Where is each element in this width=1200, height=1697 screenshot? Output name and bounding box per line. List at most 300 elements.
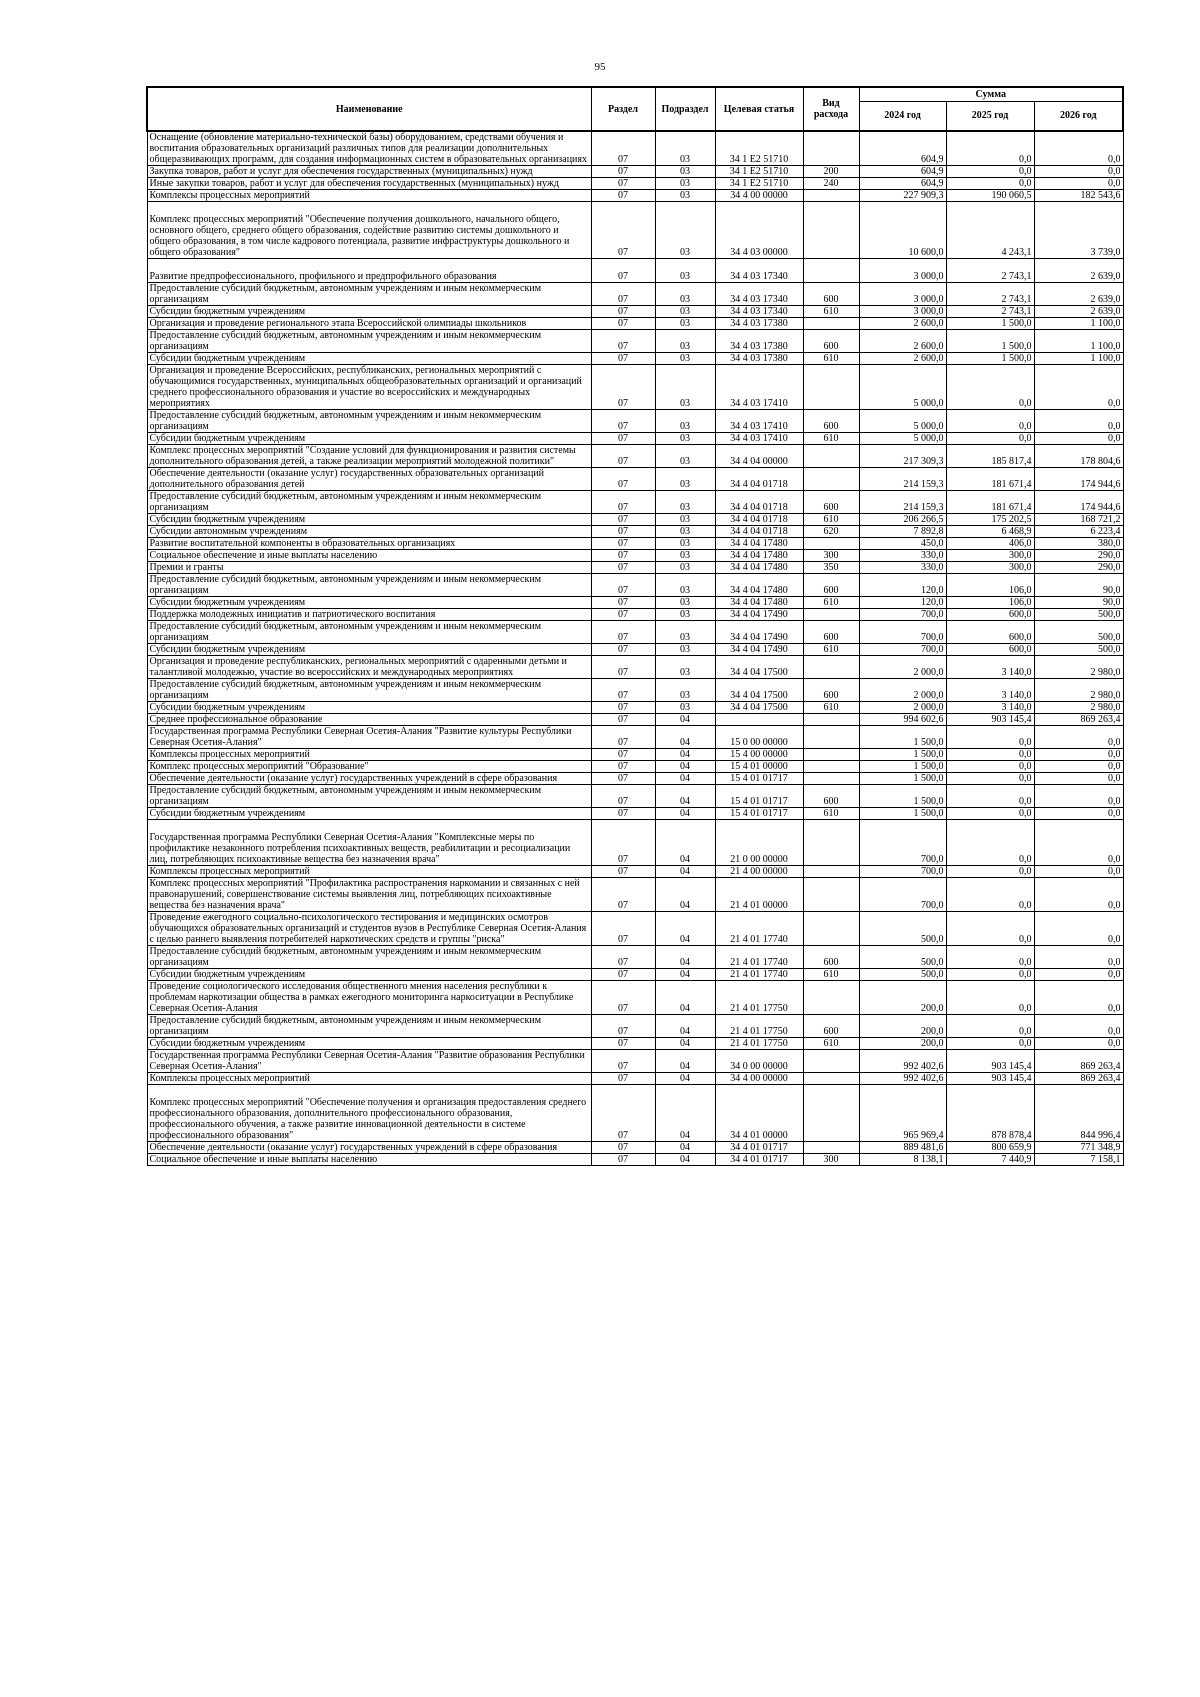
cell-vid: 600 xyxy=(803,283,859,306)
cell-podrazdel: 03 xyxy=(655,562,715,574)
cell-2026: 869 263,4 xyxy=(1034,714,1123,726)
cell-name: Субсидии бюджетным учреждениям xyxy=(147,969,591,981)
cell-2024: 2 600,0 xyxy=(859,318,946,330)
table-row xyxy=(147,878,1123,912)
cell-2025: 6 468,9 xyxy=(946,526,1034,538)
header-2024: 2024 год xyxy=(859,101,946,131)
cell-celevaya: 34 4 04 01718 xyxy=(715,514,803,526)
cell-2026: 2 639,0 xyxy=(1034,259,1123,283)
cell-podrazdel: 04 xyxy=(655,773,715,785)
cell-name: Премии и гранты xyxy=(147,562,591,574)
cell-razdel: 07 xyxy=(591,365,655,410)
cell-2024: 700,0 xyxy=(859,878,946,912)
cell-name: Комплексы процессных мероприятий xyxy=(147,1073,591,1085)
cell-celevaya: 34 4 03 17340 xyxy=(715,283,803,306)
table-row xyxy=(147,178,1123,190)
cell-2024: 200,0 xyxy=(859,1038,946,1050)
cell-2026: 500,0 xyxy=(1034,609,1123,621)
cell-vid xyxy=(803,749,859,761)
cell-celevaya: 21 4 01 17740 xyxy=(715,946,803,969)
cell-name: Предоставление субсидий бюджетным, автономным учреждениям и иным некоммерческим организациям xyxy=(147,574,591,597)
cell-name: Развитие предпрофессионального, профильного и предпрофильного образования xyxy=(147,259,591,283)
cell-2025: 0,0 xyxy=(946,433,1034,445)
cell-podrazdel: 03 xyxy=(655,644,715,656)
cell-celevaya: 34 4 01 01717 xyxy=(715,1154,803,1166)
cell-razdel: 07 xyxy=(591,1142,655,1154)
table-row xyxy=(147,445,1123,468)
cell-vid: 610 xyxy=(803,644,859,656)
cell-2026: 2 980,0 xyxy=(1034,702,1123,714)
cell-2026: 0,0 xyxy=(1034,981,1123,1015)
cell-podrazdel: 04 xyxy=(655,1015,715,1038)
cell-podrazdel: 03 xyxy=(655,166,715,178)
cell-vid: 600 xyxy=(803,491,859,514)
cell-razdel: 07 xyxy=(591,433,655,445)
cell-2025: 0,0 xyxy=(946,131,1034,166)
cell-podrazdel: 03 xyxy=(655,679,715,702)
cell-name: Предоставление субсидий бюджетным, автономным учреждениям и иным некоммерческим организациям xyxy=(147,946,591,969)
table-row xyxy=(147,773,1123,785)
cell-podrazdel: 04 xyxy=(655,820,715,866)
cell-celevaya: 34 4 03 00000 xyxy=(715,202,803,259)
cell-2025: 175 202,5 xyxy=(946,514,1034,526)
table-row xyxy=(147,574,1123,597)
table-row xyxy=(147,562,1123,574)
cell-celevaya xyxy=(715,714,803,726)
cell-name: Социальное обеспечение и иные выплаты населению xyxy=(147,550,591,562)
cell-vid xyxy=(803,1050,859,1073)
cell-podrazdel: 03 xyxy=(655,365,715,410)
cell-2026: 0,0 xyxy=(1034,178,1123,190)
cell-name: Субсидии бюджетным учреждениям xyxy=(147,353,591,365)
cell-name: Предоставление субсидий бюджетным, автономным учреждениям и иным некоммерческим организациям xyxy=(147,679,591,702)
cell-podrazdel: 04 xyxy=(655,1038,715,1050)
cell-name: Обеспечение деятельности (оказание услуг) государственных образовательных организаций дополнительного образования детей xyxy=(147,468,591,491)
table-row xyxy=(147,202,1123,259)
cell-2024: 217 309,3 xyxy=(859,445,946,468)
cell-2024: 604,9 xyxy=(859,166,946,178)
cell-2024: 10 600,0 xyxy=(859,202,946,259)
table-row xyxy=(147,1073,1123,1085)
cell-celevaya: 34 1 E2 51710 xyxy=(715,166,803,178)
header-name: Наименование xyxy=(147,87,591,131)
cell-podrazdel: 03 xyxy=(655,538,715,550)
cell-razdel: 07 xyxy=(591,969,655,981)
cell-2024: 700,0 xyxy=(859,866,946,878)
cell-2026: 0,0 xyxy=(1034,749,1123,761)
cell-podrazdel: 04 xyxy=(655,1154,715,1166)
table-row xyxy=(147,1015,1123,1038)
header-celevaya: Целевая статья xyxy=(715,87,803,131)
cell-razdel: 07 xyxy=(591,773,655,785)
cell-vid: 610 xyxy=(803,433,859,445)
cell-2025: 0,0 xyxy=(946,912,1034,946)
cell-name: Предоставление субсидий бюджетным, автономным учреждениям и иным некоммерческим организациям xyxy=(147,330,591,353)
cell-2024: 200,0 xyxy=(859,1015,946,1038)
cell-2026: 0,0 xyxy=(1034,808,1123,820)
table-row xyxy=(147,365,1123,410)
cell-2026: 0,0 xyxy=(1034,761,1123,773)
cell-vid xyxy=(803,259,859,283)
cell-name: Развитие воспитательной компоненты в образовательных организациях xyxy=(147,538,591,550)
cell-2025: 0,0 xyxy=(946,178,1034,190)
cell-vid: 200 xyxy=(803,166,859,178)
cell-razdel: 07 xyxy=(591,878,655,912)
cell-vid xyxy=(803,656,859,679)
cell-razdel: 07 xyxy=(591,550,655,562)
table-row xyxy=(147,808,1123,820)
cell-2025: 3 140,0 xyxy=(946,702,1034,714)
cell-razdel: 07 xyxy=(591,166,655,178)
cell-2026: 869 263,4 xyxy=(1034,1073,1123,1085)
cell-razdel: 07 xyxy=(591,1015,655,1038)
cell-2026: 0,0 xyxy=(1034,969,1123,981)
table-row xyxy=(147,353,1123,365)
cell-2024: 1 500,0 xyxy=(859,808,946,820)
cell-2024: 700,0 xyxy=(859,621,946,644)
table-row xyxy=(147,259,1123,283)
cell-podrazdel: 03 xyxy=(655,656,715,679)
cell-name: Организация и проведение республиканских, региональных мероприятий с одаренными детьми и талантливой молодежью, участие во всероссийских и международных мероприятиях xyxy=(147,656,591,679)
table-row xyxy=(147,644,1123,656)
cell-2025: 4 243,1 xyxy=(946,202,1034,259)
cell-2026: 174 944,6 xyxy=(1034,491,1123,514)
cell-2026: 0,0 xyxy=(1034,433,1123,445)
cell-2026: 2 980,0 xyxy=(1034,656,1123,679)
cell-2026: 0,0 xyxy=(1034,131,1123,166)
cell-2026: 0,0 xyxy=(1034,785,1123,808)
cell-razdel: 07 xyxy=(591,609,655,621)
cell-2024: 7 892,8 xyxy=(859,526,946,538)
cell-name: Государственная программа Республики Северная Осетия-Алания "Развитие образования Республики Северная Осетия-Алания" xyxy=(147,1050,591,1073)
cell-razdel: 07 xyxy=(591,259,655,283)
cell-2025: 1 500,0 xyxy=(946,330,1034,353)
cell-2025: 2 743,1 xyxy=(946,283,1034,306)
cell-razdel: 07 xyxy=(591,1050,655,1073)
cell-podrazdel: 04 xyxy=(655,912,715,946)
table-row xyxy=(147,702,1123,714)
table-row xyxy=(147,306,1123,318)
cell-name: Субсидии бюджетным учреждениям xyxy=(147,306,591,318)
cell-vid: 600 xyxy=(803,679,859,702)
cell-2025: 600,0 xyxy=(946,621,1034,644)
cell-celevaya: 34 4 03 17410 xyxy=(715,433,803,445)
cell-razdel: 07 xyxy=(591,190,655,202)
cell-celevaya: 34 4 03 17410 xyxy=(715,365,803,410)
cell-name: Предоставление субсидий бюджетным, автономным учреждениям и иным некоммерческим организациям xyxy=(147,621,591,644)
cell-2025: 185 817,4 xyxy=(946,445,1034,468)
table-row xyxy=(147,912,1123,946)
cell-podrazdel: 03 xyxy=(655,597,715,609)
cell-celevaya: 34 4 03 17380 xyxy=(715,330,803,353)
cell-2024: 3 000,0 xyxy=(859,259,946,283)
cell-celevaya: 34 4 04 17490 xyxy=(715,609,803,621)
cell-name: Комплексы процессных мероприятий xyxy=(147,190,591,202)
cell-razdel: 07 xyxy=(591,318,655,330)
cell-razdel: 07 xyxy=(591,445,655,468)
cell-razdel: 07 xyxy=(591,946,655,969)
table-row xyxy=(147,283,1123,306)
table-row xyxy=(147,714,1123,726)
cell-celevaya: 34 4 04 01718 xyxy=(715,526,803,538)
cell-vid xyxy=(803,318,859,330)
cell-podrazdel: 04 xyxy=(655,749,715,761)
cell-2025: 406,0 xyxy=(946,538,1034,550)
cell-vid: 610 xyxy=(803,353,859,365)
cell-podrazdel: 03 xyxy=(655,410,715,433)
cell-vid xyxy=(803,773,859,785)
cell-celevaya: 34 4 04 17490 xyxy=(715,621,803,644)
cell-vid xyxy=(803,468,859,491)
cell-celevaya: 21 4 01 17750 xyxy=(715,1038,803,1050)
cell-name: Проведение социологического исследования общественного мнения населения республики к проблемам наркотизации общества в рамках ежегодного мониторинга наркоситуации в Республике Северная Осетия-Алания xyxy=(147,981,591,1015)
cell-podrazdel: 04 xyxy=(655,714,715,726)
cell-2026: 0,0 xyxy=(1034,878,1123,912)
cell-vid xyxy=(803,538,859,550)
cell-celevaya: 34 4 04 01718 xyxy=(715,468,803,491)
cell-celevaya: 34 4 00 00000 xyxy=(715,1073,803,1085)
cell-2026: 0,0 xyxy=(1034,166,1123,178)
cell-name: Субсидии бюджетным учреждениям xyxy=(147,808,591,820)
cell-name: Организация и проведение регионального этапа Всероссийской олимпиады школьников xyxy=(147,318,591,330)
cell-vid: 620 xyxy=(803,526,859,538)
cell-razdel: 07 xyxy=(591,306,655,318)
cell-razdel: 07 xyxy=(591,726,655,749)
cell-razdel: 07 xyxy=(591,574,655,597)
cell-vid: 600 xyxy=(803,946,859,969)
cell-2024: 889 481,6 xyxy=(859,1142,946,1154)
cell-razdel: 07 xyxy=(591,808,655,820)
cell-2025: 181 671,4 xyxy=(946,491,1034,514)
cell-vid: 610 xyxy=(803,702,859,714)
cell-razdel: 07 xyxy=(591,491,655,514)
cell-2026: 844 996,4 xyxy=(1034,1085,1123,1142)
cell-celevaya: 34 4 04 17500 xyxy=(715,679,803,702)
table-row xyxy=(147,526,1123,538)
cell-razdel: 07 xyxy=(591,621,655,644)
cell-2024: 8 138,1 xyxy=(859,1154,946,1166)
cell-name: Предоставление субсидий бюджетным, автономным учреждениям и иным некоммерческим организациям xyxy=(147,283,591,306)
cell-2025: 0,0 xyxy=(946,749,1034,761)
cell-podrazdel: 03 xyxy=(655,445,715,468)
cell-vid: 600 xyxy=(803,621,859,644)
cell-razdel: 07 xyxy=(591,283,655,306)
table-row xyxy=(147,550,1123,562)
cell-vid: 610 xyxy=(803,514,859,526)
cell-2025: 181 671,4 xyxy=(946,468,1034,491)
cell-razdel: 07 xyxy=(591,1085,655,1142)
cell-2024: 200,0 xyxy=(859,981,946,1015)
table-row xyxy=(147,538,1123,550)
cell-vid xyxy=(803,190,859,202)
cell-2024: 965 969,4 xyxy=(859,1085,946,1142)
table-row xyxy=(147,597,1123,609)
cell-vid: 600 xyxy=(803,785,859,808)
cell-2026: 0,0 xyxy=(1034,410,1123,433)
cell-vid xyxy=(803,1142,859,1154)
cell-2024: 700,0 xyxy=(859,644,946,656)
cell-celevaya: 15 4 01 01717 xyxy=(715,808,803,820)
table-row xyxy=(147,131,1123,166)
header-2026: 2026 год xyxy=(1034,101,1123,131)
cell-2026: 3 739,0 xyxy=(1034,202,1123,259)
cell-vid xyxy=(803,131,859,166)
cell-2026: 500,0 xyxy=(1034,621,1123,644)
cell-2026: 168 721,2 xyxy=(1034,514,1123,526)
cell-vid xyxy=(803,866,859,878)
table-row xyxy=(147,726,1123,749)
cell-name: Комплекс процессных мероприятий "Профилактика распространения наркомании и связанных с ней правонарушений, совершенствование системы выявления лиц, потребляющих психоактивные вещества без назначения врача" xyxy=(147,878,591,912)
cell-2025: 0,0 xyxy=(946,878,1034,912)
cell-razdel: 07 xyxy=(591,597,655,609)
cell-vid xyxy=(803,1073,859,1085)
cell-vid xyxy=(803,365,859,410)
table-row xyxy=(147,621,1123,644)
cell-2024: 1 500,0 xyxy=(859,761,946,773)
cell-2026: 380,0 xyxy=(1034,538,1123,550)
table-row xyxy=(147,866,1123,878)
cell-name: Субсидии бюджетным учреждениям xyxy=(147,1038,591,1050)
cell-2025: 106,0 xyxy=(946,597,1034,609)
cell-podrazdel: 04 xyxy=(655,1050,715,1073)
cell-2025: 800 659,9 xyxy=(946,1142,1034,1154)
cell-celevaya: 34 4 04 01718 xyxy=(715,491,803,514)
cell-podrazdel: 03 xyxy=(655,621,715,644)
cell-vid xyxy=(803,726,859,749)
cell-vid: 600 xyxy=(803,574,859,597)
cell-podrazdel: 04 xyxy=(655,808,715,820)
cell-name: Субсидии бюджетным учреждениям xyxy=(147,597,591,609)
cell-2026: 290,0 xyxy=(1034,550,1123,562)
cell-2024: 214 159,3 xyxy=(859,491,946,514)
cell-razdel: 07 xyxy=(591,785,655,808)
cell-2026: 2 639,0 xyxy=(1034,283,1123,306)
table-row xyxy=(147,514,1123,526)
cell-razdel: 07 xyxy=(591,410,655,433)
cell-celevaya: 21 4 01 17750 xyxy=(715,1015,803,1038)
header-podrazdel: Подраздел xyxy=(655,87,715,131)
cell-vid xyxy=(803,878,859,912)
cell-razdel: 07 xyxy=(591,761,655,773)
cell-podrazdel: 03 xyxy=(655,318,715,330)
table-row xyxy=(147,946,1123,969)
cell-podrazdel: 03 xyxy=(655,702,715,714)
cell-2025: 300,0 xyxy=(946,550,1034,562)
cell-2025: 903 145,4 xyxy=(946,1050,1034,1073)
cell-name: Субсидии бюджетным учреждениям xyxy=(147,514,591,526)
cell-2025: 0,0 xyxy=(946,726,1034,749)
cell-podrazdel: 04 xyxy=(655,785,715,808)
cell-vid: 610 xyxy=(803,969,859,981)
table-row xyxy=(147,491,1123,514)
cell-2025: 0,0 xyxy=(946,866,1034,878)
cell-celevaya: 34 4 04 17490 xyxy=(715,644,803,656)
cell-2026: 0,0 xyxy=(1034,946,1123,969)
table-row xyxy=(147,969,1123,981)
cell-2026: 178 804,6 xyxy=(1034,445,1123,468)
cell-name: Социальное обеспечение и иные выплаты населению xyxy=(147,1154,591,1166)
cell-2024: 120,0 xyxy=(859,597,946,609)
cell-celevaya: 21 4 01 17740 xyxy=(715,969,803,981)
cell-vid: 610 xyxy=(803,306,859,318)
cell-podrazdel: 04 xyxy=(655,1085,715,1142)
cell-name: Обеспечение деятельности (оказание услуг) государственных учреждений в сфере образования xyxy=(147,1142,591,1154)
cell-vid: 600 xyxy=(803,410,859,433)
cell-name: Закупка товаров, работ и услуг для обеспечения государственных (муниципальных) нужд xyxy=(147,166,591,178)
cell-2025: 0,0 xyxy=(946,981,1034,1015)
cell-vid: 600 xyxy=(803,330,859,353)
cell-podrazdel: 04 xyxy=(655,726,715,749)
cell-2024: 5 000,0 xyxy=(859,433,946,445)
cell-name: Субсидии автономным учреждениям xyxy=(147,526,591,538)
cell-2026: 90,0 xyxy=(1034,574,1123,597)
cell-name: Комплекс процессных мероприятий "Обеспечение получения дошкольного, начального общего, основного общего, среднего общего образования, содействие развитию системы дошкольного и общего образования, в том числе кадрового потенциала, развитие инфраструктуры дошкольного и общего образования" xyxy=(147,202,591,259)
cell-podrazdel: 03 xyxy=(655,574,715,597)
cell-2025: 190 060,5 xyxy=(946,190,1034,202)
cell-podrazdel: 03 xyxy=(655,514,715,526)
cell-celevaya: 34 4 03 17410 xyxy=(715,410,803,433)
cell-celevaya: 21 4 01 00000 xyxy=(715,878,803,912)
cell-podrazdel: 03 xyxy=(655,609,715,621)
cell-2024: 500,0 xyxy=(859,946,946,969)
cell-razdel: 07 xyxy=(591,178,655,190)
cell-2024: 1 500,0 xyxy=(859,773,946,785)
cell-2024: 994 602,6 xyxy=(859,714,946,726)
cell-razdel: 07 xyxy=(591,538,655,550)
cell-celevaya: 34 4 04 17500 xyxy=(715,656,803,679)
table-body xyxy=(147,131,1123,1166)
cell-vid xyxy=(803,445,859,468)
cell-2025: 106,0 xyxy=(946,574,1034,597)
cell-celevaya: 34 4 04 17480 xyxy=(715,574,803,597)
cell-celevaya: 34 4 03 17340 xyxy=(715,259,803,283)
cell-vid: 240 xyxy=(803,178,859,190)
cell-razdel: 07 xyxy=(591,714,655,726)
cell-razdel: 07 xyxy=(591,1073,655,1085)
cell-2026: 0,0 xyxy=(1034,820,1123,866)
cell-name: Субсидии бюджетным учреждениям xyxy=(147,702,591,714)
cell-celevaya: 34 4 03 17380 xyxy=(715,353,803,365)
table-row xyxy=(147,609,1123,621)
cell-2024: 2 000,0 xyxy=(859,702,946,714)
cell-vid xyxy=(803,714,859,726)
cell-2024: 1 500,0 xyxy=(859,785,946,808)
cell-celevaya: 34 4 00 00000 xyxy=(715,190,803,202)
cell-2025: 2 743,1 xyxy=(946,306,1034,318)
cell-celevaya: 34 4 04 17480 xyxy=(715,562,803,574)
cell-2024: 604,9 xyxy=(859,131,946,166)
cell-2025: 600,0 xyxy=(946,644,1034,656)
cell-2025: 0,0 xyxy=(946,761,1034,773)
cell-celevaya: 34 4 03 17380 xyxy=(715,318,803,330)
table-row xyxy=(147,318,1123,330)
cell-vid: 300 xyxy=(803,550,859,562)
cell-2026: 174 944,6 xyxy=(1034,468,1123,491)
cell-name: Комплекс процессных мероприятий "Обеспечение получения и организация предоставления среднего профессионального образования, дополнительного профессионального образования, профессионального обучения, а также развитие инновационной деятельности в системе профессионального образования" xyxy=(147,1085,591,1142)
cell-2026: 0,0 xyxy=(1034,726,1123,749)
cell-2026: 1 100,0 xyxy=(1034,330,1123,353)
cell-podrazdel: 04 xyxy=(655,1142,715,1154)
cell-2024: 3 000,0 xyxy=(859,306,946,318)
cell-celevaya: 34 4 04 17480 xyxy=(715,597,803,609)
cell-2024: 450,0 xyxy=(859,538,946,550)
cell-razdel: 07 xyxy=(591,679,655,702)
cell-name: Комплексы процессных мероприятий xyxy=(147,866,591,878)
cell-podrazdel: 04 xyxy=(655,969,715,981)
cell-2026: 2 639,0 xyxy=(1034,306,1123,318)
cell-2025: 903 145,4 xyxy=(946,714,1034,726)
table-row xyxy=(147,761,1123,773)
